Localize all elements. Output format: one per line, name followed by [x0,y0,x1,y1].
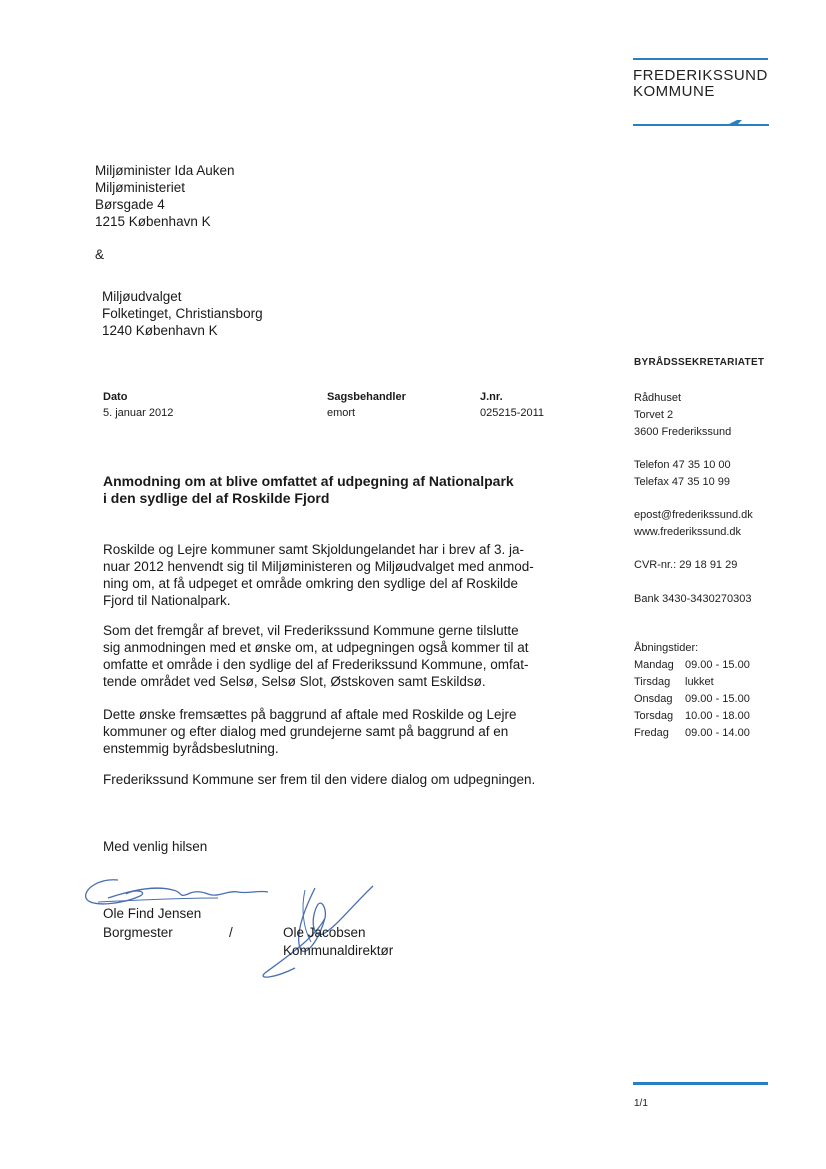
recipient-line: Børsgade 4 [95,197,165,212]
body-paragraph-4 [103,771,573,788]
recipient-line: 1215 København K [95,214,211,229]
body-line: Frederikssund Kommune ser frem til den videre dialog om udpegningen. [103,772,536,787]
body-line: omfatte et område i den sydlige del af Frederikssund Kommune, omfat- [103,657,529,672]
body-line: enstemmig byrådsbeslutning. [103,741,279,756]
sagsbehandler-value: emort [327,407,356,419]
phone: Telefon 47 35 10 00 [634,459,731,471]
letter-subject [103,473,563,507]
body-paragraph-3 [103,706,553,757]
body-line: nuar 2012 henvendt sig til Miljøministeren og Miljøudvalget med anmod- [103,559,534,574]
signer-2-name: Ole Jacobsen [283,925,366,940]
footer-line [633,1082,768,1085]
sidebar-address-line: Rådhuset [634,392,682,404]
recipient-address-1 [95,162,235,230]
signer-1-name: Ole Find Jensen [103,906,202,921]
body-line: Dette ønske fremsættes på baggrund af aftale med Roskilde og Lejre [103,707,517,722]
signer-2-title: Kommunaldirektør [283,943,394,958]
hours-row [634,657,750,674]
recipient-line: Miljøministeriet [95,180,186,195]
recipient-line: Miljøminister Ida Auken [95,163,235,178]
logo-swoosh [633,118,769,128]
hours-day: Fredag [634,727,669,739]
sagsbehandler-label: Sagsbehandler [327,391,406,403]
jnr-value: 025215-2011 [480,407,545,419]
email-link[interactable]: epost@frederikssund.dk [634,509,753,521]
body-line: Roskilde og Lejre kommuner samt Skjoldungelandet har i brev af 3. ja- [103,542,524,557]
sidebar-contact [634,457,731,491]
sidebar-address-line: 3600 Frederikssund [634,426,732,438]
recipient-line: 1240 København K [102,323,218,338]
hours-time: 09.00 - 14.00 [685,727,750,739]
body-line: Fjord til Nationalpark. [103,593,231,608]
hours-day: Tirsdag [634,676,671,688]
cvr-number: CVR-nr.: 29 18 91 29 [634,559,738,571]
sidebar-online [634,507,753,541]
ampersand: & [95,247,105,262]
recipient-line: Folketinget, Christiansborg [102,306,263,321]
body-line: ning om, at få udpeget et område omkring den sydlige del af Roskilde [103,576,518,591]
department-heading: BYRÅDSSEKRETARIATET [634,357,765,368]
closing-greeting: Med venlig hilsen [103,839,208,854]
sidebar-address-line: Torvet 2 [634,409,674,421]
opening-hours [634,640,750,742]
subject-line: Anmodning om at blive omfattet af udpegning af Nationalpark [103,473,514,489]
hours-row [634,674,750,691]
subject-line: i den sydlige del af Roskilde Fjord [103,490,330,506]
hours-row [634,691,750,708]
hours-time: 09.00 - 15.00 [685,659,750,671]
logo-line2: KOMMUNE [633,83,715,100]
signer-1-title: Borgmester [103,925,173,940]
bank-account: Bank 3430-3430270303 [634,593,752,605]
hours-row [634,708,750,725]
logo-line1: FREDERIKSSUND [633,67,768,84]
dato-label: Dato [103,391,128,403]
web-link[interactable]: www.frederikssund.dk [634,526,741,538]
body-line: kommuner og efter dialog med grundejerne samt på baggrund af en [103,724,509,739]
body-paragraph-1 [103,541,553,609]
body-line: sig anmodningen med et ønske om, at udpegningen også kommer til at [103,640,529,655]
body-line: Som det fremgår af brevet, vil Frederikssund Kommune gerne tilslutte [103,623,519,638]
logo-top-line [633,58,768,60]
body-line: tende området ved Selsø, Selsø Slot, Østskoven samt Eskildsø. [103,674,486,689]
hours-day: Torsdag [634,710,674,722]
page-number: 1/1 [634,1098,648,1109]
sidebar-address [634,390,731,441]
hours-time: 10.00 - 18.00 [685,710,750,722]
recipient-line: Miljøudvalget [102,289,182,304]
signer-separator: / [229,925,233,940]
body-paragraph-2 [103,622,553,690]
hours-day: Mandag [634,659,674,671]
hours-row [634,725,750,742]
opening-hours-title: Åbningstider: [634,642,699,654]
jnr-label: J.nr. [480,391,503,403]
recipient-address-2 [102,288,263,339]
dato-value: 5. januar 2012 [103,407,174,419]
hours-day: Onsdag [634,693,673,705]
hours-time: lukket [685,676,714,688]
hours-time: 09.00 - 15.00 [685,693,750,705]
fax: Telefax 47 35 10 99 [634,476,731,488]
